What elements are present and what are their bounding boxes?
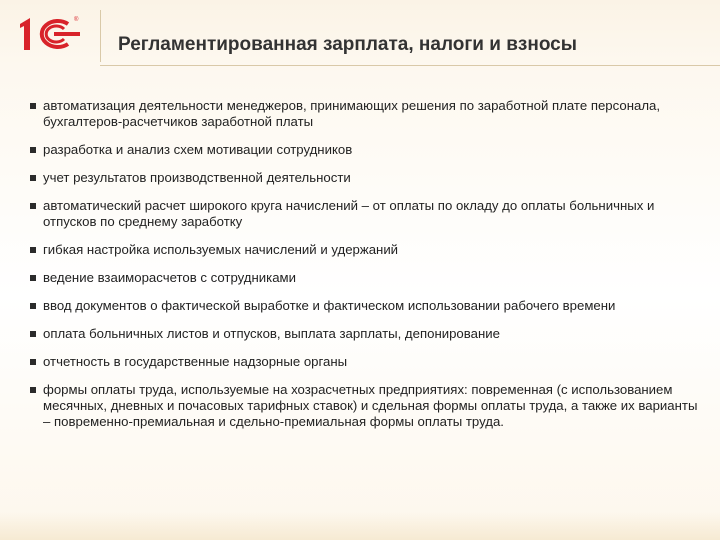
svg-text:®: ®: [74, 17, 79, 23]
slide-header: [0, 0, 720, 78]
square-bullet-icon: [30, 247, 36, 253]
list-item-text: ввод документов о фактической выработке и фактическом использовании рабочего времени: [43, 298, 616, 313]
list-item-text: автоматизация деятельности менеджеров, принимающих решения по заработной плате персонала, бухгалтеров-расчетчиков заработной платы: [43, 98, 661, 129]
list-item: [34, 382, 706, 430]
list-item-text: ведение взаиморасчетов с сотрудниками: [43, 270, 296, 285]
square-bullet-icon: [30, 331, 36, 337]
list-item-text: учет результатов производственной деятельности: [43, 170, 351, 185]
1c-logo: [14, 12, 84, 56]
list-item-text: формы оплаты труда, используемые на хозрасчетных предприятиях: повременная (с использованием месячных, дневных и почасовых тарифных ставок) и сдельная формы оплаты труда, а также их варианты – повременно-премиальная и сдельно-премиальная формы оплаты труда.: [43, 382, 698, 429]
footer-band: [0, 512, 720, 540]
list-item: [34, 298, 706, 314]
list-item: [34, 326, 706, 342]
list-item: [34, 198, 706, 230]
list-item: [34, 242, 706, 258]
square-bullet-icon: [30, 203, 36, 209]
square-bullet-icon: [30, 103, 36, 109]
page-title: Регламентированная зарплата, налоги и взносы: [118, 34, 577, 55]
header-vertical-divider: [100, 10, 101, 62]
list-item-text: оплата больничных листов и отпусков, выплата зарплаты, депонирование: [43, 326, 500, 341]
list-item: [34, 98, 706, 130]
list-item: [34, 354, 706, 370]
square-bullet-icon: [30, 303, 36, 309]
square-bullet-icon: [30, 275, 36, 281]
list-item: [34, 170, 706, 186]
list-item: [34, 270, 706, 286]
square-bullet-icon: [30, 387, 36, 393]
square-bullet-icon: [30, 175, 36, 181]
list-item: [34, 142, 706, 158]
list-item-text: разработка и анализ схем мотивации сотрудников: [43, 142, 353, 157]
feature-list: [34, 98, 706, 442]
square-bullet-icon: [30, 359, 36, 365]
list-item-text: отчетность в государственные надзорные органы: [43, 354, 348, 369]
square-bullet-icon: [30, 147, 36, 153]
header-horizontal-divider: [100, 65, 720, 66]
list-item-text: автоматический расчет широкого круга начислений – от оплаты по окладу до оплаты больничных и отпусков по среднему заработку: [43, 198, 655, 229]
list-item-text: гибкая настройка используемых начислений и удержаний: [43, 242, 399, 257]
